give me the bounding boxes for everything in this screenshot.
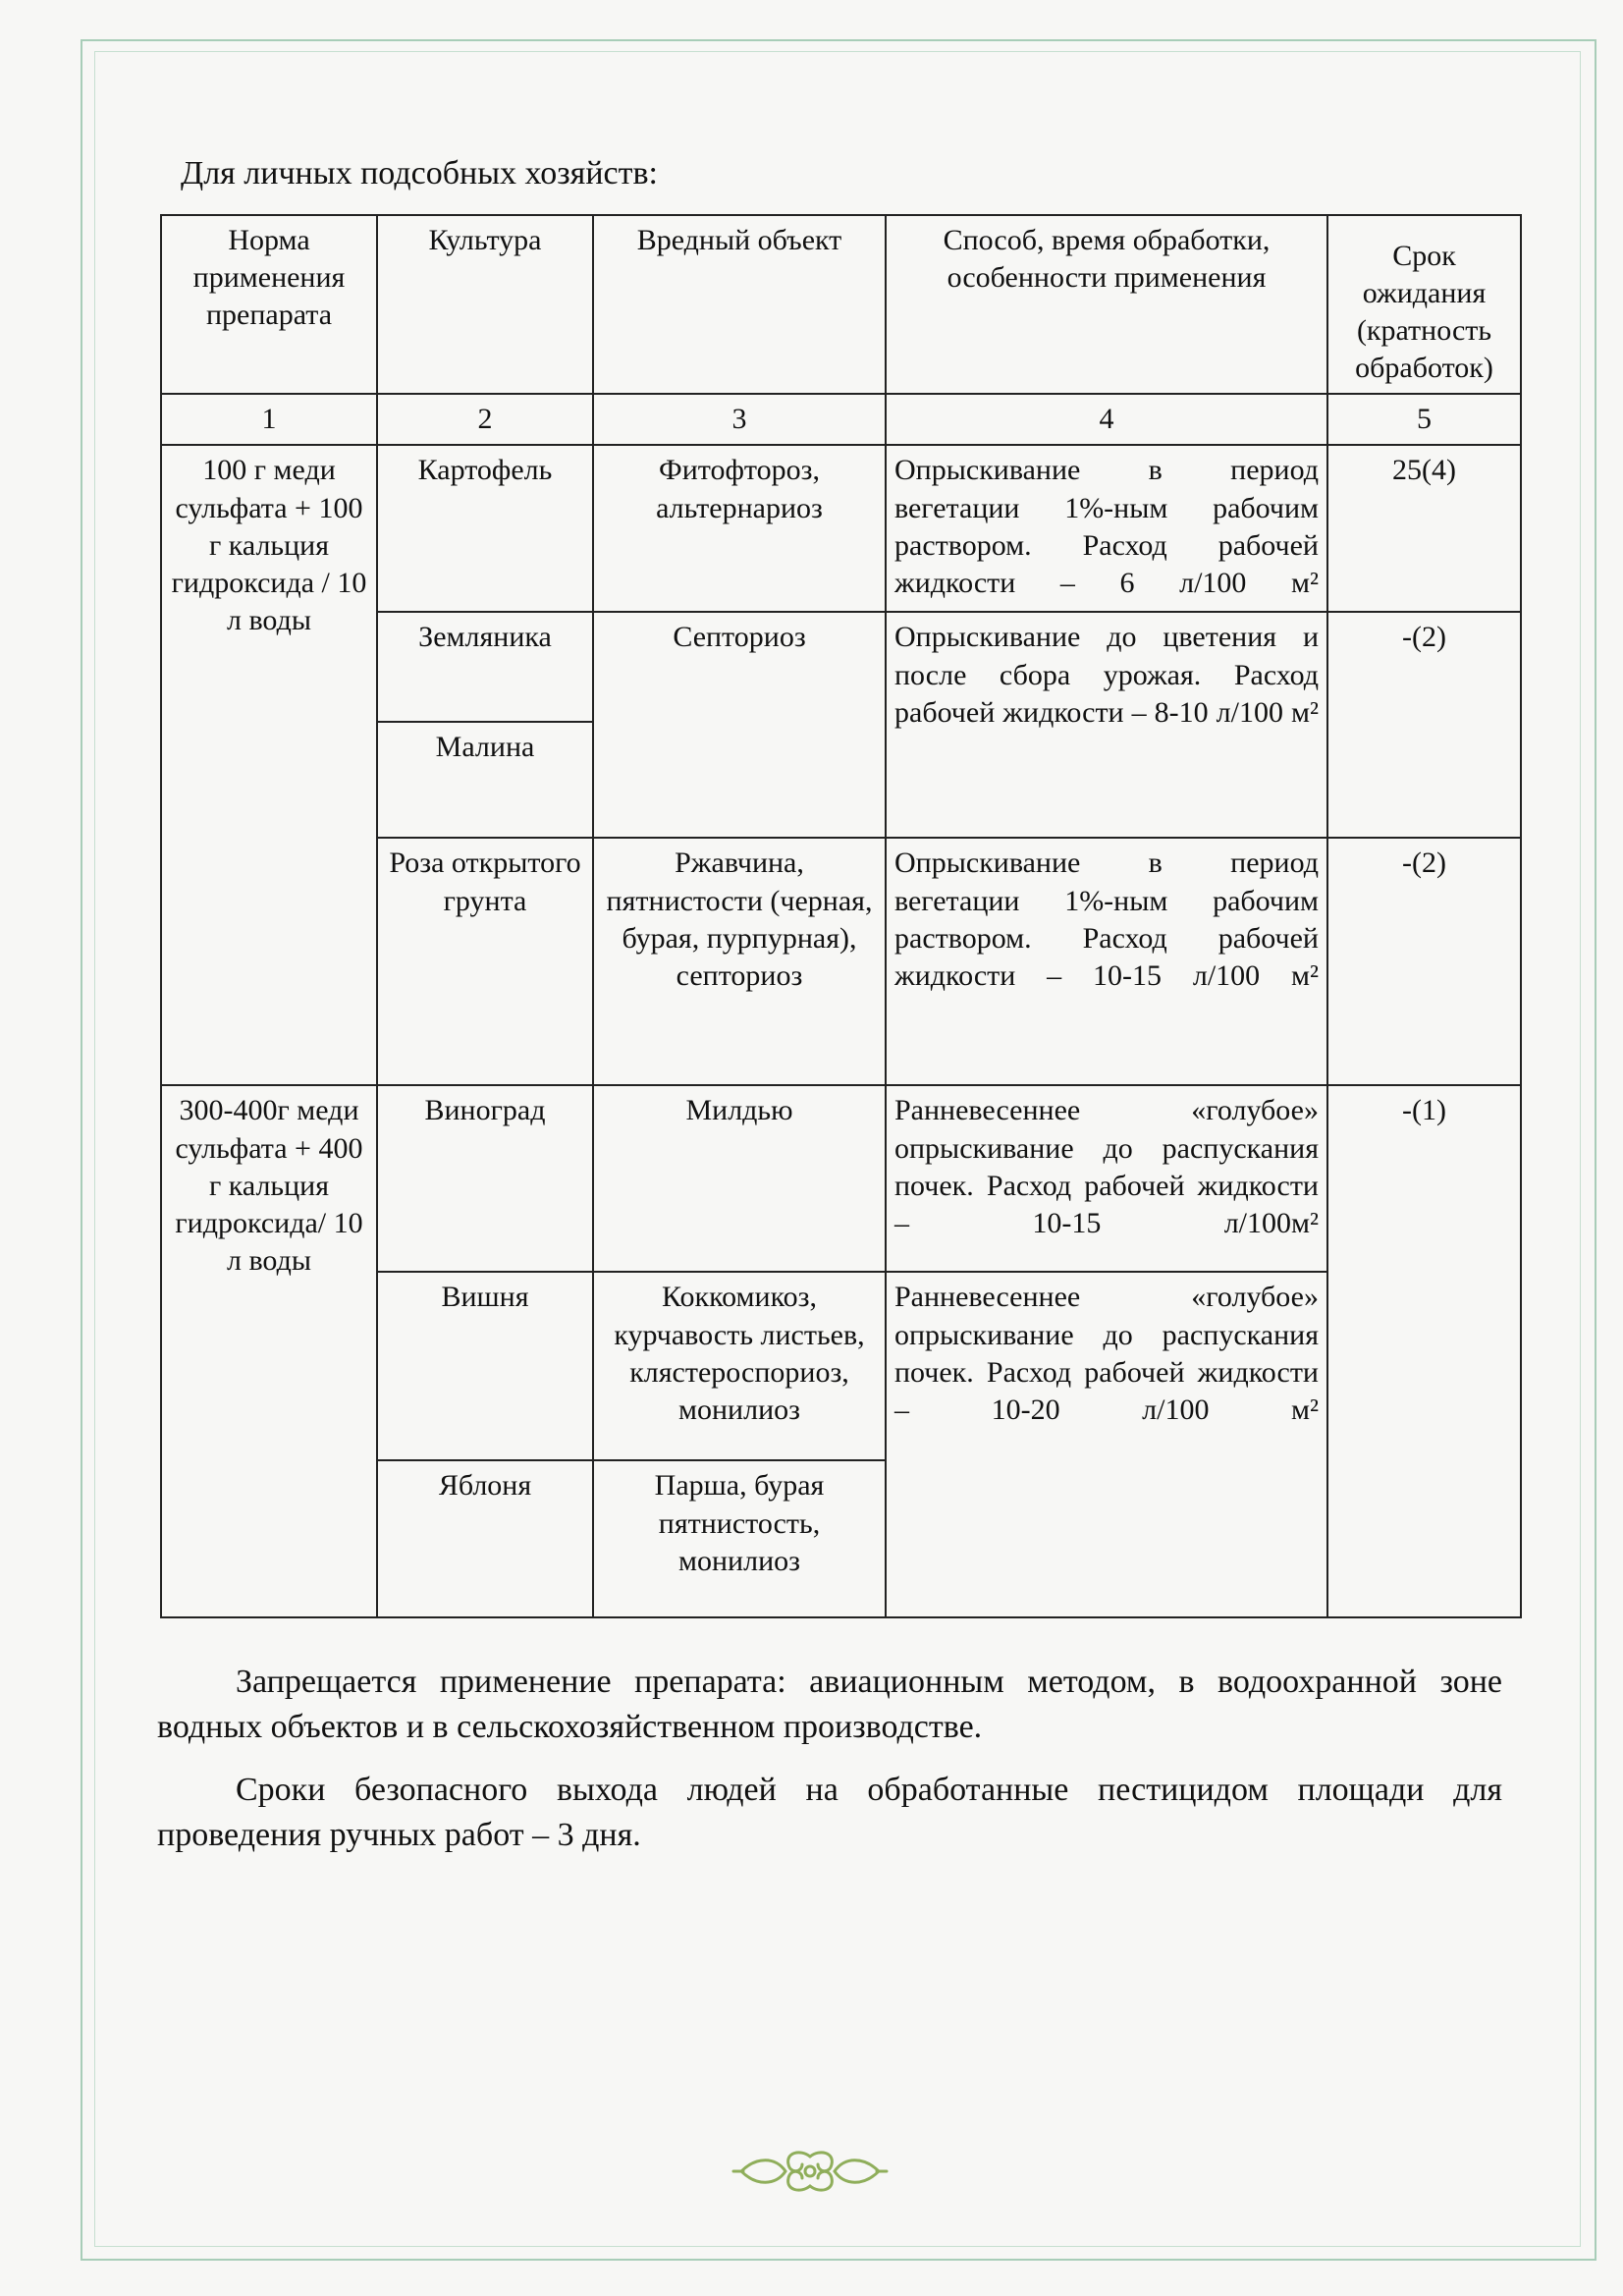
term-cell: -(2) xyxy=(1327,838,1521,1085)
method-cell: Ранневесеннее «голубое» опрыскивание до распускания почек. Расход рабочей жидкости – 10-15 л/100м² xyxy=(886,1085,1327,1272)
method-cell: Опрыскивание в период вегетации 1%-ным рабочим раствором. Расход рабочей жидкости – 6 л/100 м² xyxy=(886,445,1327,612)
table-row xyxy=(161,1085,1521,1272)
header-pest: Вредный объект xyxy=(593,215,886,394)
pest-cell: Милдью xyxy=(593,1085,886,1272)
header-method: Способ, время обработки, особенности применения xyxy=(886,215,1327,394)
culture-cell: Малина xyxy=(377,722,593,838)
header-term: Срок ожидания (кратность обработок) xyxy=(1327,215,1521,394)
column-number: 2 xyxy=(377,394,593,445)
pest-cell: Коккомикоз, курчавость листьев, клястероспориоз, монилиоз xyxy=(593,1272,886,1460)
header-culture: Культура xyxy=(377,215,593,394)
restriction-paragraph: Запрещается применение препарата: авиационным методом, в водоохранной зоне водных объектов и в сельскохозяйственном производстве. xyxy=(157,1664,1502,1745)
culture-cell: Яблоня xyxy=(377,1460,593,1617)
pest-cell: Фитофтороз, альтернариоз xyxy=(593,445,886,612)
number-row xyxy=(161,394,1521,445)
column-number: 5 xyxy=(1327,394,1521,445)
term-cell: -(1) xyxy=(1327,1085,1521,1617)
norm-cell: 300-400г меди сульфата + 400 г кальция гидроксида/ 10 л воды xyxy=(161,1085,377,1617)
culture-cell: Вишня xyxy=(377,1272,593,1460)
culture-cell: Картофель xyxy=(377,445,593,612)
method-cell: Ранневесеннее «голубое» опрыскивание до распускания почек. Расход рабочей жидкости – 10-20 л/100 м² xyxy=(886,1272,1327,1617)
term-cell: 25(4) xyxy=(1327,445,1521,612)
header-row xyxy=(161,215,1521,394)
section-heading: Для личных подсобных хозяйств: xyxy=(181,155,658,191)
culture-cell: Земляника xyxy=(377,612,593,722)
pest-cell: Септориоз xyxy=(593,612,886,838)
ornament-icon xyxy=(731,2149,889,2194)
culture-cell: Роза открытого грунта xyxy=(377,838,593,1085)
pest-cell: Ржавчина, пятнистости (черная, бурая, пурпурная), септориоз xyxy=(593,838,886,1085)
column-number: 4 xyxy=(886,394,1327,445)
norm-cell: 100 г меди сульфата + 100 г кальция гидроксида / 10 л воды xyxy=(161,445,377,1085)
term-cell: -(2) xyxy=(1327,612,1521,838)
safety-paragraph: Сроки безопасного выхода людей на обработанные пестицидом площади для проведения ручных работ – 3 дня. xyxy=(157,1772,1502,1853)
culture-cell: Виноград xyxy=(377,1085,593,1272)
method-cell: Опрыскивание до цветения и после сбора урожая. Расход рабочей жидкости – 8-10 л/100 м² xyxy=(886,612,1327,838)
application-table xyxy=(160,214,1522,1618)
method-cell: Опрыскивание в период вегетации 1%-ным рабочим раствором. Расход рабочей жидкости – 10-15 л/100 м² xyxy=(886,838,1327,1085)
table-row xyxy=(161,445,1521,612)
pest-cell: Парша, бурая пятнистость, монилиоз xyxy=(593,1460,886,1617)
header-norm: Норма применения препарата xyxy=(161,215,377,394)
column-number: 3 xyxy=(593,394,886,445)
column-number: 1 xyxy=(161,394,377,445)
